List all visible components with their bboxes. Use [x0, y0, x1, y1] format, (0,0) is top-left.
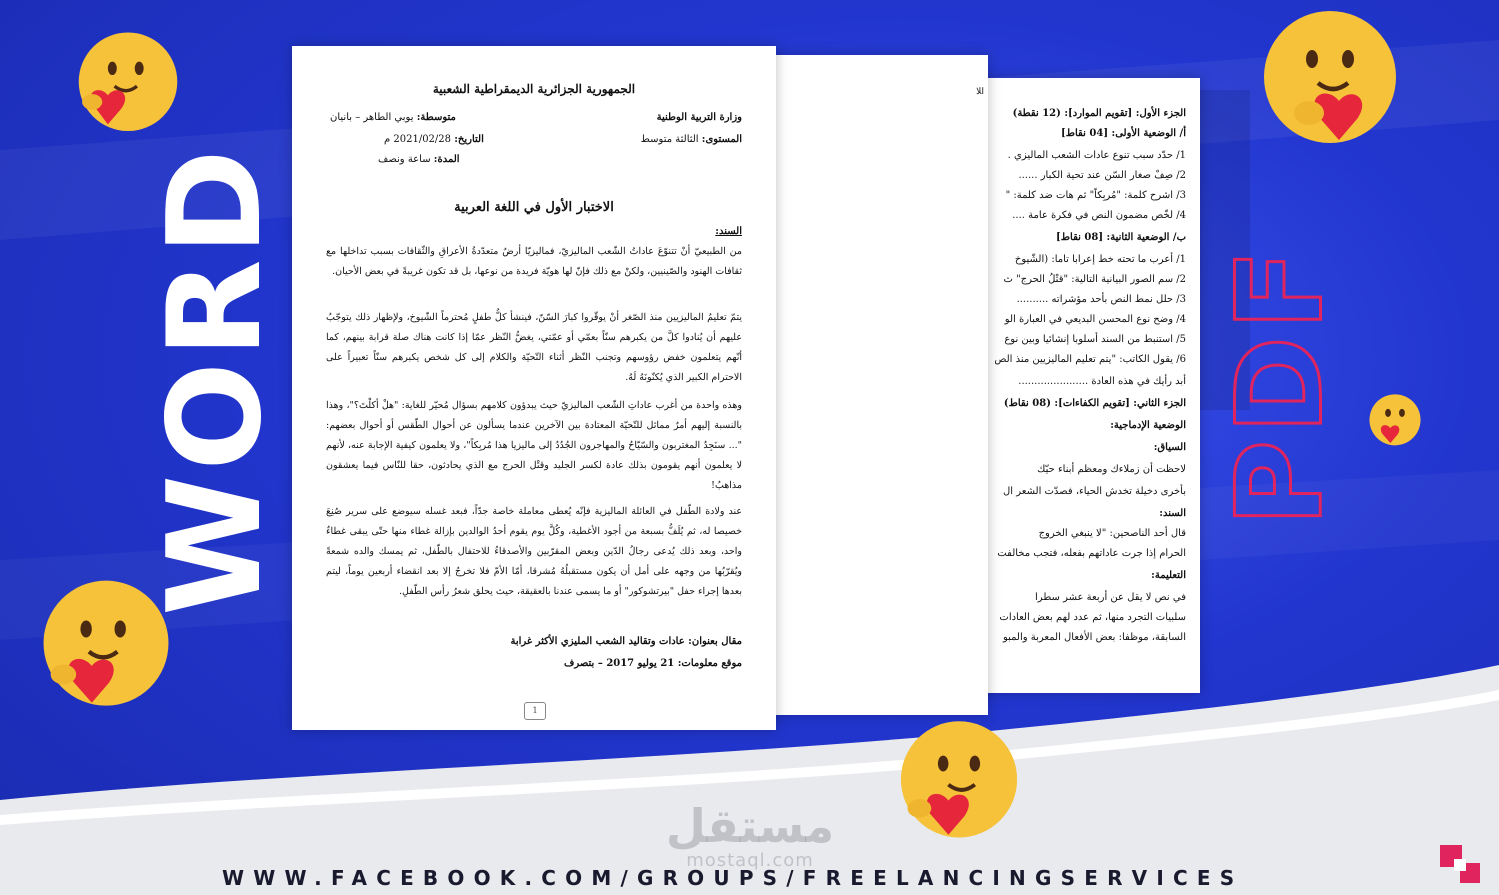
school-row [330, 112, 456, 123]
question-line: بأخرى دخيلة تخدش الحياء، فصدّت الشعر ال [1003, 486, 1186, 497]
paragraph-2: يتمّ تعليمُ الماليزيين منذ الصّغر أنْ يوقّروا كبارَ السّنّ، فينشأ كلُّ طفلٍ مُحترماً الشّيوخ، ولإظهار ذلك يتوجّبُ عليهم أن يُنادوا كلَّ من يكبرهم سنّاً بعمّي أو عمّتي، يغضُّ النّظر عمّا إذا كانت هناك صلة قرابة بينهم، كما أنّهم يتعلمون خفض رؤوسهم وتجنب النّظر أثناء التّحيّة والكلام إلى كل شخص يكبرهم سنّاً تعبيراً على الاحترام الكبير الذي يُكنّونَهُ لَهُ. [326, 312, 742, 383]
hugging-face-emoji-icon [1366, 392, 1424, 450]
school-label: متوسطة: [416, 112, 456, 123]
question-line: أ/ الوضعية الأولى: [04 نقاط] [1061, 128, 1186, 139]
paragraph-4: عند ولادة الطّفل في العائلة الماليزية فإنّه يُعطى معاملة خاصة جدّاً، فبعد غسله سيوضع على سرير صُنِعَ خصيصا له، ثم يُلَفُّ بسبعة من أجود الأغطية، وكُلَّ يوم يقوم أحدُ الوالدين بإزالة غطاء منها حتّى يبقى غطاءٌ واحد، وبعد ذلك يُدعى رجالُ الدّين وبعض المقرّبين والأصدقاءُ للاحتفال بالطّفل، ثم يمسك والده شمعةً ويُقرّبُها من وجهه على أمل أن يكون مستقبلُهُ مُشرقا، أمّا الأمّ فلا تخرجُ إلا بعد انقضاء أربعين يوماً، ليتم بعدها إجراء حفل "بيرتشوكور" أو ما يسمى عندنا بالعقيقة، حيث يحلق شعرُ رأس الطّفلِ. [326, 506, 742, 597]
hugging-face-emoji-icon [72, 28, 184, 140]
question-line: الجزء الثاني: [تقويم الكفاءات]: (08 نقاط) [1003, 398, 1186, 409]
question-line: 2/ صِفْ صغار السّن عند تحية الكبار ...... [1018, 170, 1186, 181]
ministry: وزارة التربية الوطنية [656, 112, 742, 123]
date-value: 2021/02/28 م [384, 134, 452, 145]
hugging-face-emoji-icon [1255, 5, 1405, 155]
word-label: WORD [140, 144, 290, 616]
paragraph-3: وهذه واحدة من أغرب عاداتِ الشّعب الماليزيّ حيث يبدؤون كلامهم بسؤال مُحيّر للغاية: "هلْ أكلْتَ؟"، وهذا بالنسبة إليهم أمرٌ مماثل للتّحيّة المعتادة بين الآخرين عندما يسألون عن أحوال الطّقس أو أحوال بعضهم: "... سنَجِدُ المغتربون والسّيّاحُ والمهاجرون الجُدُدُ إلى ماليزيا هذا مُربِكاً"، ولا يعلمون كيفية الإجابة عنه، لأنهم لا يعلمون أنهم يقومون بذلك عادة لكسر الجليد وقتْل الحرج مع الذي يحادثون، حقا للنّاس فيما يعشقون مذاهبُ! [326, 400, 742, 491]
country-title: الجمهورية الجزائرية الديمقراطية الشعبية [432, 82, 636, 96]
question-line: السابقة، موظفا: بعض الأفعال المعربة والمبو [1002, 632, 1186, 643]
date-label: التاريخ: [454, 134, 484, 145]
question-line: 5/ استنبط من السند أسلوبا إنشائيا وبين نوع [1004, 334, 1186, 345]
mostaql-watermark [655, 800, 845, 870]
question-line: 4/ وضح نوع المحسن البديعي في العبارة الو [1004, 314, 1186, 325]
question-line: 3/ حلل نمط النص بأحد مؤشراته .......... [1016, 294, 1186, 305]
page-number: 1 [524, 702, 546, 720]
date-row [384, 134, 484, 145]
question-line: 6/ يقول الكاتب: "يتم تعليم الماليزيين منذ الص [994, 354, 1186, 365]
footer-url[interactable]: WWW.FACEBOOK.COM/GROUPS/FREELANCINGSERVICES [222, 866, 1244, 890]
question-line: التعليمة: [1151, 570, 1186, 581]
school-value: يوبي الطاهر – بانيان [330, 112, 414, 123]
question-line: 2/ سم الصور البيانية التالية: "قتْلُ الحرج" ث [1003, 274, 1186, 285]
question-line: ب/ الوضعية الثانية: [08 نقاط] [1056, 232, 1186, 243]
source-article: مقال بعنوان: عادات وتقاليد الشعب المليزي الأكثر غرابة [510, 636, 742, 647]
question-line: الوضعية الإدماجية: [1110, 420, 1186, 431]
watermark-arabic: مستقل [665, 799, 835, 853]
question-line: الجزء الأول: [تقويم الموارد]: (12 نقطة) [1012, 108, 1186, 119]
pdf-label: PDF [1211, 243, 1350, 527]
question-line: السند: [1159, 508, 1186, 519]
question-line: 1/ أعرب ما تحته خط إعرابا تاما: (الشّيوخ [1014, 254, 1186, 265]
exam-title: الاختبار الأول في اللغة العربية [454, 200, 614, 215]
question-line: قال أحد الناصحين: "لا ينبغي الخروج [1038, 528, 1186, 539]
question-line: سلبيات التجرد منها، ثم عدد لهم بعض العادات [999, 612, 1186, 623]
sanad-label: السند: [715, 226, 742, 237]
exam-page [292, 46, 776, 730]
question-line: لاحظت أن زملاءك ومعظم أبناء حيّك [1037, 464, 1186, 475]
duration-label: المدة: [433, 154, 460, 165]
mostaql-logo-icon [1440, 845, 1480, 885]
question-line: السياق: [1153, 442, 1186, 453]
level-value: الثالثة متوسط [640, 134, 699, 145]
question-line: 3/ اشرح كلمة: "مُربِكاً" ثم هات ضد كلمة: " [1005, 190, 1186, 201]
paragraph-1: من الطبيعيّ أنْ تتنوّعَ عاداتُ الشّعب الماليزيّ، فماليزيّا أرضٌ متعدّدةُ الأعراقِ والثّقافات بسبب تداخلها مع ثقافات الهنود والصّينيين، ولكنْ مع ذلك فإنّ لها هويّة فريدة من نوعها، بل قد تكون غريبةً في بعض الأحيان. [326, 246, 742, 277]
source-site: موقع معلومات: 21 يوليو 2017 – بتصرف [563, 658, 742, 669]
watermark-latin: mostaql.com [686, 850, 814, 871]
question-line: الحرام إذا جرت عاداتهم بفعله، فتجب مخالفت [997, 548, 1186, 559]
question-line: في نص لا يقل عن أربعة عشر سطرا [1035, 592, 1186, 603]
level-row [641, 134, 742, 145]
duration-row [378, 154, 460, 165]
hugging-face-emoji-icon [35, 575, 177, 717]
question-line: 4/ لخّص مضمون النص في فكرة عامة .... [1012, 210, 1186, 221]
middle-page: ا‍‍لا [770, 55, 988, 715]
level-label: المستوى: [701, 134, 742, 145]
question-line: أبد رأيك في هذه العادة ...................... [1018, 376, 1186, 387]
duration-value: ساعة ونصف [378, 154, 431, 165]
question-line: 1/ حدّد سبب تنوع عادات الشعب الماليزي . [1007, 150, 1186, 161]
hugging-face-emoji-icon [893, 716, 1025, 848]
